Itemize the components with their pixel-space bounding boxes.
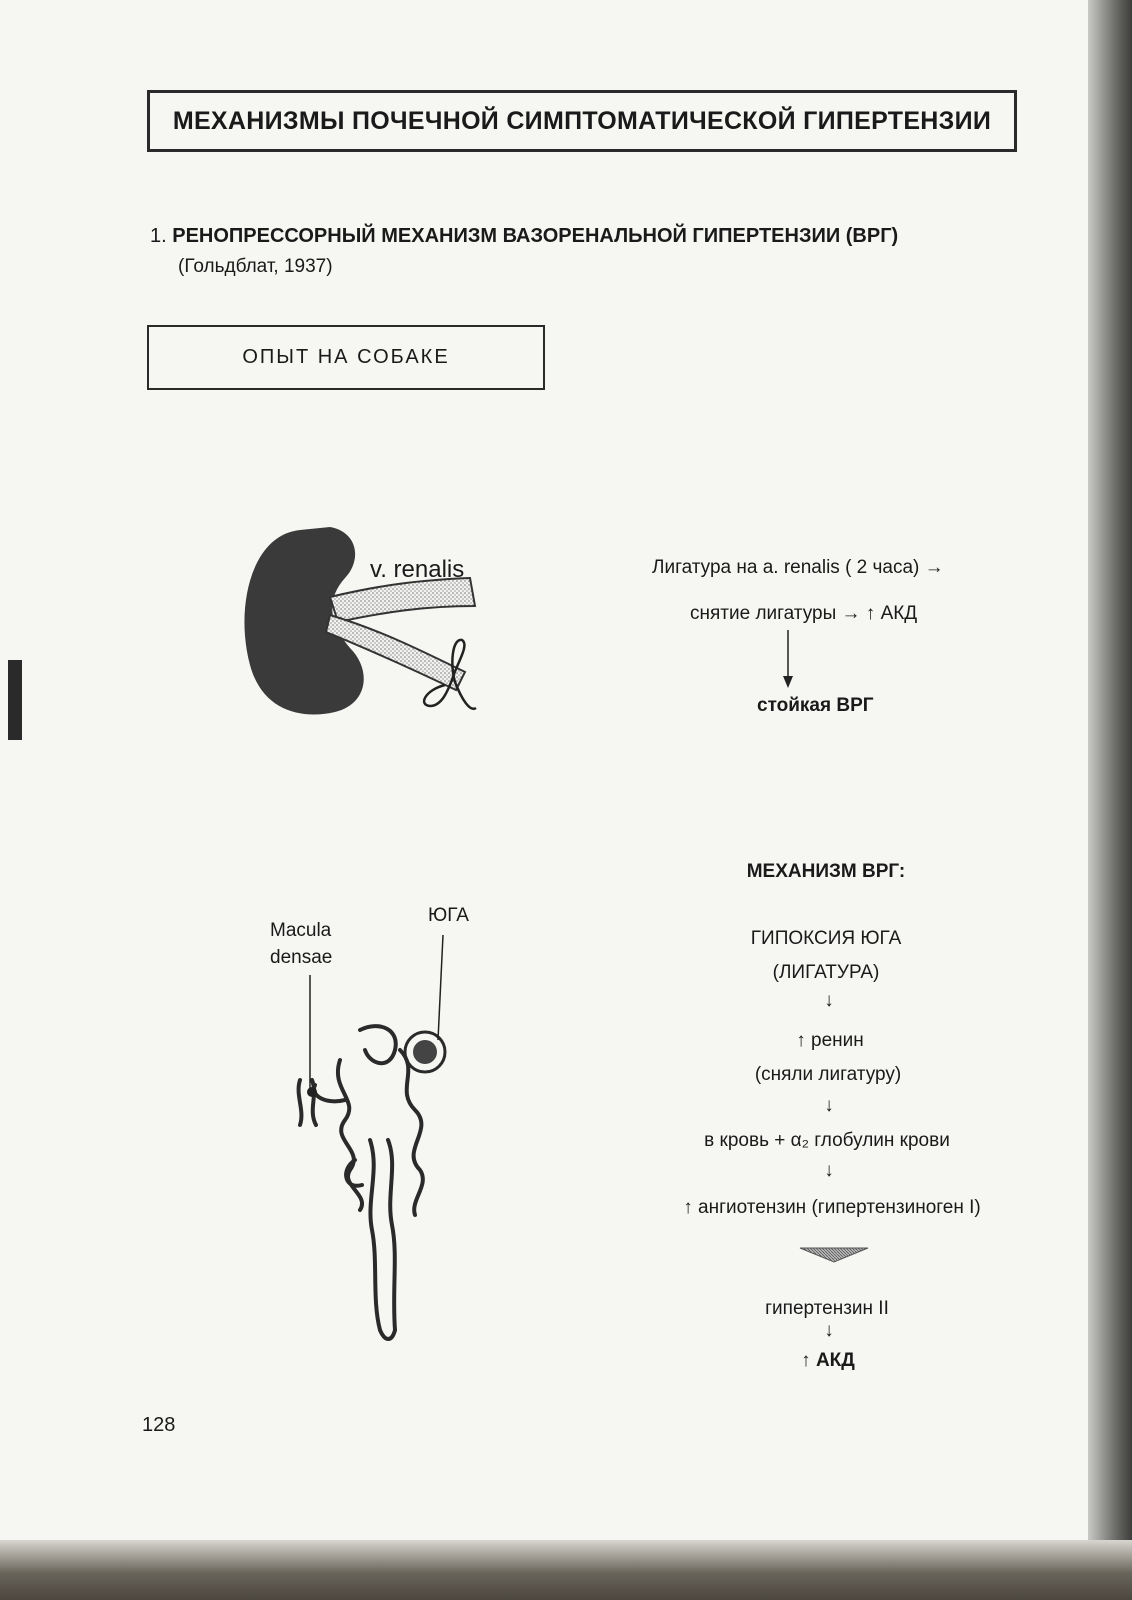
vein-label: v. renalis bbox=[370, 556, 465, 583]
mechanism-step-2: (ЛИГАТУРА) bbox=[772, 962, 880, 983]
page-title: МЕХАНИЗМЫ ПОЧЕЧНОЙ СИМПТОМАТИЧЕСКОЙ ГИПЕРТЕНЗИИ bbox=[147, 90, 1017, 152]
mechanism-step-5: в кровь + α₂ глобулин крови bbox=[704, 1130, 950, 1151]
page-number: 128 bbox=[142, 1414, 176, 1436]
mechanism-step-1: ГИПОКСИЯ ЮГА bbox=[750, 928, 902, 949]
mechanism-arrow-3: ↓ bbox=[824, 1160, 834, 1181]
macula-label-line1: Macula bbox=[270, 920, 332, 941]
mechanism-step-4: (сняли лигатуру) bbox=[754, 1064, 902, 1085]
section-author: (Гольдблат, 1937) bbox=[178, 256, 333, 277]
experiment-step-1: Лигатура на a. renalis ( 2 часа) → bbox=[652, 557, 944, 578]
mechanism-step-3: ↑ ренин bbox=[796, 1030, 864, 1051]
experiment-result: стойкая ВРГ bbox=[757, 695, 874, 716]
mechanism-heading: МЕХАНИЗМ ВРГ: bbox=[746, 861, 906, 882]
macula-label-line2: densae bbox=[270, 947, 333, 968]
mechanism-arrow-1: ↓ bbox=[824, 990, 834, 1011]
mechanism-step-8: ↑ АКД bbox=[801, 1350, 855, 1371]
mechanism-arrow-4: ↓ bbox=[824, 1320, 834, 1341]
section-title: РЕНОПРЕССОРНЫЙ МЕХАНИЗМ ВАЗОРЕНАЛЬНОЙ ГИПЕРТЕНЗИИ (ВРГ) bbox=[172, 225, 899, 247]
mechanism-step-7: гипертензин II bbox=[765, 1298, 889, 1319]
experiment-step-2: снятие лигатуры → ↑ АКД bbox=[690, 603, 918, 624]
mechanism-step-6: ↑ ангиотензин (гипертензиноген I) bbox=[683, 1197, 981, 1218]
experiment-box: ОПЫТ НА СОБАКЕ bbox=[147, 325, 545, 390]
yuga-label: ЮГА bbox=[428, 905, 469, 926]
mechanism-arrow-2: ↓ bbox=[824, 1095, 834, 1116]
section-number: 1. bbox=[150, 225, 167, 247]
